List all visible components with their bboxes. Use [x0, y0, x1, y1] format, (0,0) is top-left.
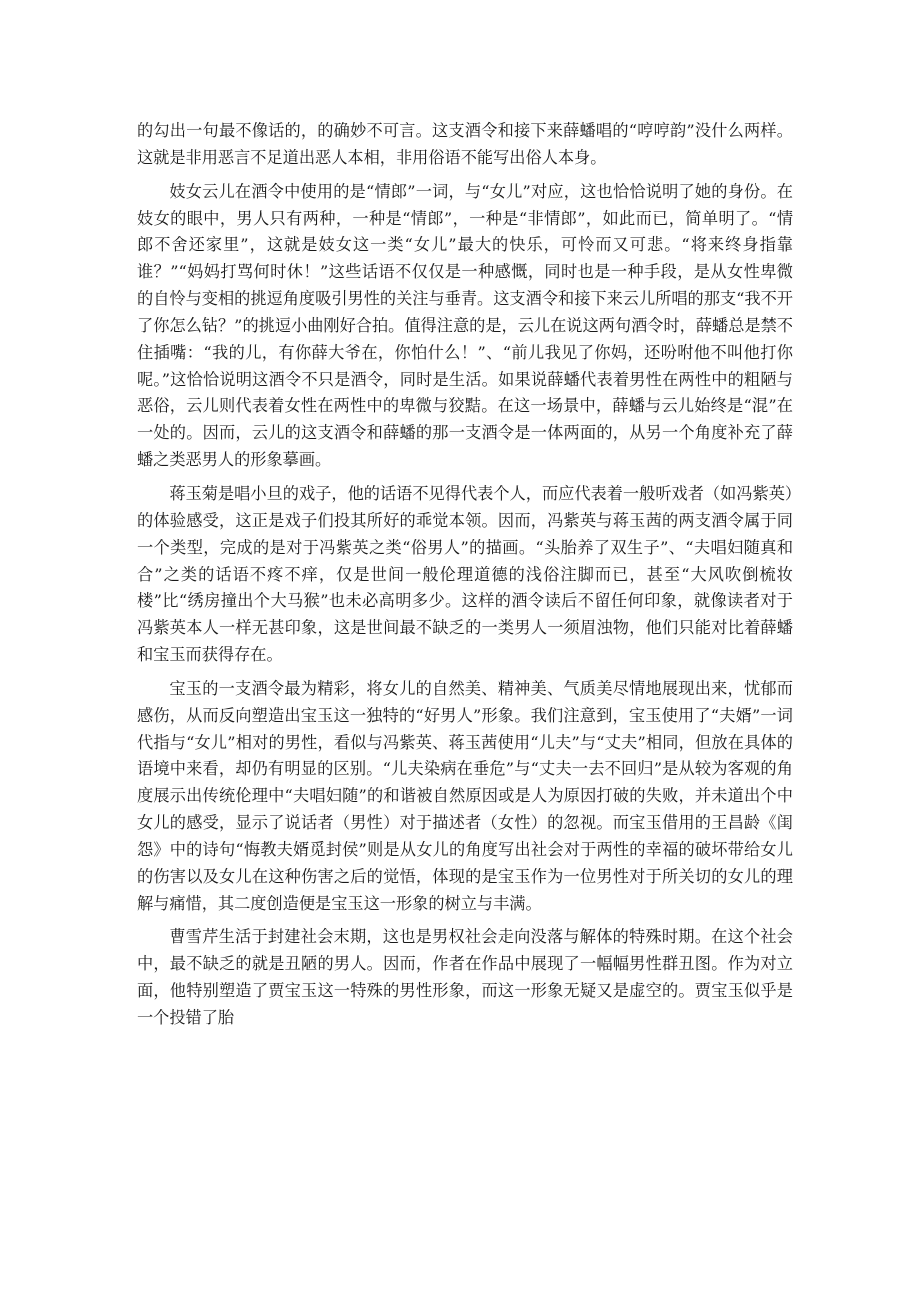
paragraph-continued: 的勾出一句最不像话的，的确妙不可言。这支酒令和接下来薛蟠唱的“哼哼韵”没什么两样。这就是非用恶言不足道出恶人本相，非用俗语不能写出俗人本身。 — [137, 121, 793, 167]
paragraph-yuner: 妓女云儿在酒令中使用的是“情郎”一词，与“女儿”对应，这也恰恰说明了她的身份。在妓女的眼中，男人只有两种，一种是“情郎”，一种是“非情郎”，如此而已，简单明了。“情郎不舍还家里”，这就是妓女这一类“女儿”最大的快乐，可怜而又可悲。“将来终身指靠谁？”“妈妈打骂何时休！”这些话语不仅仅是一种感慨，同时也是一种手段，是从女性卑微的自怜与变相的挑逗角度吸引男性的关注与垂青。这支酒令和接下来云儿所唱的那支“我不开了你怎么钻？”的挑逗小曲刚好合拍。值得注意的是，云儿在说这两句酒令时，薛蟠总是禁不住插嘴：“我的儿，有你薛大爷在，你怕什么！”、“前儿我见了你妈，还吩咐他不叫他打你呢。”这恰恰说明这酒令不只是酒令，同时是生活。如果说薛蟠代表着男性在两性中的粗陋与恶俗，云儿则代表着女性在两性中的卑微与狡黠。在这一场景中，薛蟠与云儿始终是“混”在一处的。因而，云儿的这支酒令和薛蟠的那一支酒令是一体两面的，从另一个角度补充了薛蟠之类恶男人的形象摹画。 — [137, 181, 793, 470]
article-body — [137, 118, 793, 1039]
paragraph-cao-xueqin: 曹雪芹生活于封建社会末期，这也是男权社会走向没落与解体的特殊时期。在这个社会中，最不缺乏的就是丑陋的男人。因而，作者在作品中展现了一幅幅男性群丑图。作为对立面，他特别塑造了贾宝玉这一特殊的男性形象，而这一形象无疑又是虚空的。贾宝玉似乎是一个投错了胎 — [137, 927, 793, 1027]
paragraph-jiang-yuju: 蒋玉菊是唱小旦的戏子，他的话语不见得代表个人，而应代表着一般听戏者（如冯紫英）的体验感受，这正是戏子们投其所好的乖觉本领。因而，冯紫英与蒋玉茜的两支酒令属于同一个类型，完成的是对于冯紫英之类“俗男人”的描画。“头胎养了双生子”、“夫唱妇随真和合”之类的话语不疼不痒，仅是世间一般伦理道德的浅俗注脚而已，甚至“大风吹倒梳妆楼”比“绣房撞出个大马猴”也未必高明多少。这样的酒令读后不留任何印象，就像读者对于冯紫英本人一样无甚印象，这是世间最不缺乏的一类男人一须眉浊物，他们只能对比着薛蟠和宝玉而获得存在。 — [137, 483, 793, 665]
paragraph-baoyu: 宝玉的一支酒令最为精彩，将女儿的自然美、精神美、气质美尽情地展现出来，忧郁而感伤，从而反向塑造出宝玉这一独特的“好男人”形象。我们注意到，宝玉使用了“夫婿”一词代指与“女儿”相对的男性，看似与冯紫英、蒋玉茜使用“儿夫”与“丈夫”相同，但放在具体的语境中来看，却仍有明显的区别。“儿夫染病在垂危”与“丈夫一去不回归”是从较为客观的角度展示出传统伦理中“夫唱妇随”的和谐被自然原因或是人为原因打破的失败，并未道出个中女儿的感受，显示了说话者（男性）对于描述者（女性）的忽视。而宝玉借用的王昌龄《闺怨》中的诗句“悔教夫婿觅封侯”则是从女儿的角度写出社会对于两性的幸福的破坏带给女儿的伤害以及女儿在这种伤害之后的觉悟，体现的是宝玉作为一位男性对于所关切的女儿的理解与痛惜，其二度创造便是宝玉这一形象的树立与丰满。 — [137, 678, 793, 913]
